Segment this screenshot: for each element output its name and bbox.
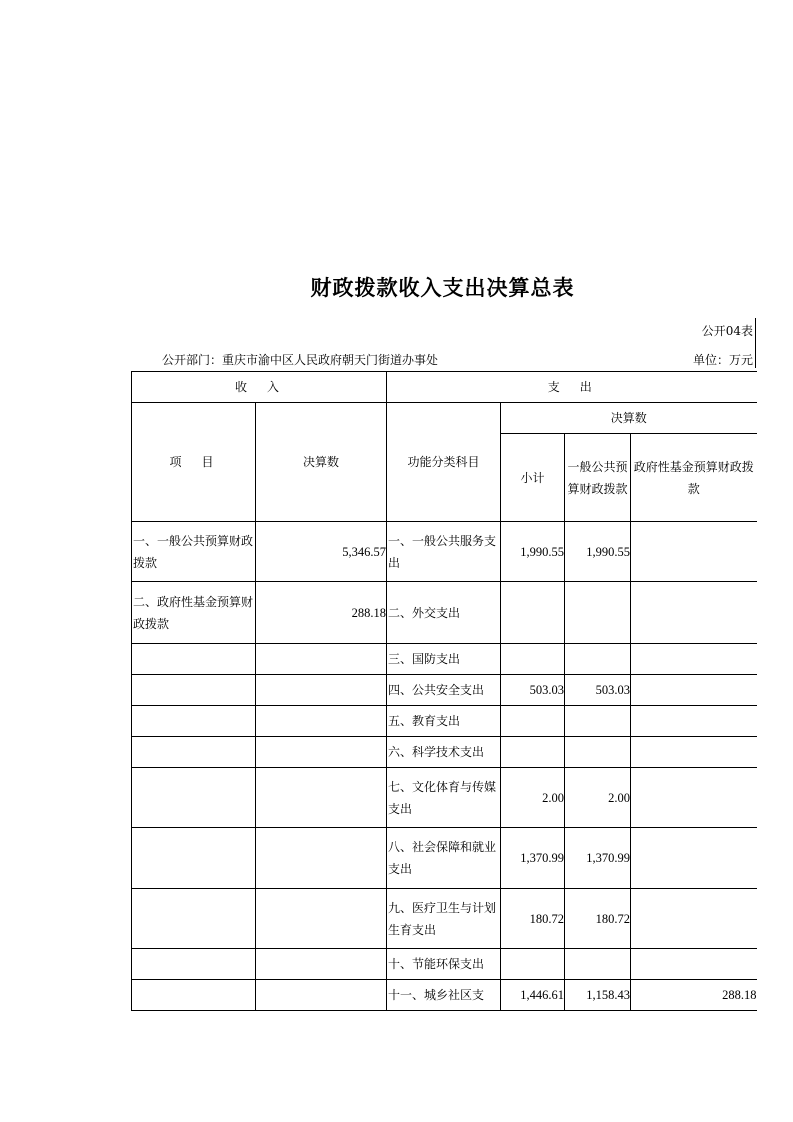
subtotal-cell: 1,990.55 <box>501 522 565 582</box>
income-amount <box>256 889 387 949</box>
income-item <box>132 675 256 706</box>
subtotal-cell: 2.00 <box>501 768 565 828</box>
income-item <box>132 737 256 768</box>
table-row <box>132 768 757 828</box>
table-number: 公开04表 <box>701 324 753 338</box>
income-amount: 288.18 <box>256 582 387 644</box>
income-item <box>132 828 256 889</box>
general-cell <box>565 949 631 980</box>
table-row <box>132 675 757 706</box>
general-cell <box>565 582 631 644</box>
unit-label: 单位：万元 <box>692 353 753 367</box>
income-item: 二、政府性基金预算财政拨款 <box>132 582 256 644</box>
margin-line <box>755 318 756 368</box>
income-amount <box>256 828 387 889</box>
expense-item: 四、公共安全支出 <box>387 675 501 706</box>
income-item: 一、一般公共预算财政拨款 <box>132 522 256 582</box>
expense-item: 十、节能环保支出 <box>387 949 501 980</box>
subtotal-cell: 1,446.61 <box>501 980 565 1011</box>
expense-item: 七、文化体育与传媒支出 <box>387 768 501 828</box>
income-amount <box>256 980 387 1011</box>
fund-cell <box>631 949 757 980</box>
table-row <box>132 889 757 949</box>
income-amount <box>256 949 387 980</box>
budget-table <box>131 371 757 1011</box>
table-row <box>132 582 757 644</box>
income-amount <box>256 706 387 737</box>
income-item <box>132 768 256 828</box>
expense-header: 支 出 <box>387 372 757 403</box>
fund-cell <box>631 889 757 949</box>
table-row <box>132 949 757 980</box>
table-row <box>132 737 757 768</box>
final-amount-group-header: 决算数 <box>501 403 757 434</box>
fund-cell <box>631 768 757 828</box>
general-cell: 1,370.99 <box>565 828 631 889</box>
income-item <box>132 949 256 980</box>
expense-item: 二、外交支出 <box>387 582 501 644</box>
subtotal-cell <box>501 582 565 644</box>
general-cell <box>565 706 631 737</box>
fund-cell <box>631 706 757 737</box>
fund-cell <box>631 522 757 582</box>
fund-cell <box>631 828 757 889</box>
income-header: 收 入 <box>132 372 387 403</box>
fund-cell: 288.18 <box>631 980 757 1011</box>
expense-item: 六、科学技术支出 <box>387 737 501 768</box>
subtotal-cell <box>501 737 565 768</box>
fund-cell <box>631 582 757 644</box>
general-cell <box>565 644 631 675</box>
fund-cell <box>631 675 757 706</box>
page-title: 财政拨款收入支出决算总表 <box>310 276 575 300</box>
general-budget-header: 一般公共预算财政拨款 <box>565 434 631 522</box>
general-cell: 1,158.43 <box>565 980 631 1011</box>
subtotal-header: 小计 <box>501 434 565 522</box>
expense-item: 一、一般公共服务支出 <box>387 522 501 582</box>
income-amount <box>256 675 387 706</box>
subtotal-cell <box>501 949 565 980</box>
expense-item: 五、教育支出 <box>387 706 501 737</box>
income-amount <box>256 644 387 675</box>
subtotal-cell <box>501 644 565 675</box>
function-category-header: 功能分类科目 <box>387 403 501 522</box>
expense-item: 八、社会保障和就业支出 <box>387 828 501 889</box>
income-item <box>132 889 256 949</box>
income-amount: 5,346.57 <box>256 522 387 582</box>
subtotal-cell <box>501 706 565 737</box>
general-cell: 180.72 <box>565 889 631 949</box>
general-cell: 2.00 <box>565 768 631 828</box>
income-item <box>132 706 256 737</box>
table-row <box>132 706 757 737</box>
table-row <box>132 522 757 582</box>
subtotal-cell: 1,370.99 <box>501 828 565 889</box>
income-item <box>132 980 256 1011</box>
general-cell <box>565 737 631 768</box>
subtotal-cell: 503.03 <box>501 675 565 706</box>
table-row <box>132 828 757 889</box>
income-item <box>132 644 256 675</box>
gov-fund-header: 政府性基金预算财政拨款 <box>631 434 757 522</box>
fund-cell <box>631 644 757 675</box>
table-row <box>132 980 757 1011</box>
final-amount-header: 决算数 <box>256 403 387 522</box>
income-amount <box>256 768 387 828</box>
expense-item: 九、医疗卫生与计划生育支出 <box>387 889 501 949</box>
fund-cell <box>631 737 757 768</box>
department-label: 公开部门：重庆市渝中区人民政府朝天门街道办事处 <box>162 353 439 367</box>
income-amount <box>256 737 387 768</box>
expense-item: 三、国防支出 <box>387 644 501 675</box>
table-row <box>132 644 757 675</box>
expense-item: 十一、城乡社区支 <box>387 980 501 1011</box>
subtotal-cell: 180.72 <box>501 889 565 949</box>
item-header: 项 目 <box>132 403 256 522</box>
general-cell: 503.03 <box>565 675 631 706</box>
general-cell: 1,990.55 <box>565 522 631 582</box>
